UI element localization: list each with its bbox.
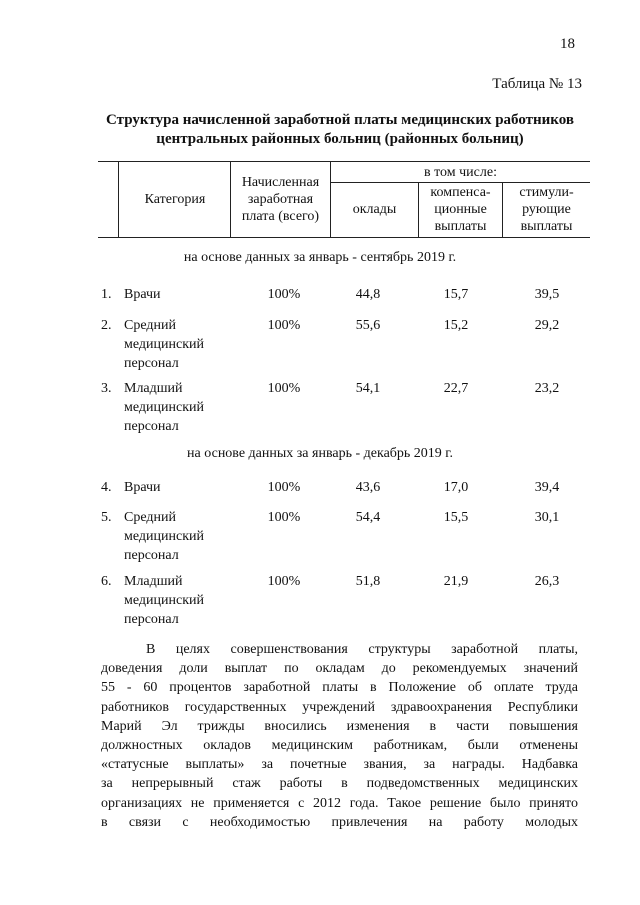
- row-number: 3.: [101, 381, 112, 396]
- paragraph-line: доведения доли выплат по окладам до рекомендуемых значений: [101, 661, 578, 677]
- row-total: 100%: [267, 510, 301, 525]
- row-compensation: 15,5: [443, 510, 469, 525]
- table-title-line: Структура начисленной заработной платы медицинских работников: [106, 112, 574, 128]
- row-category: Младший медицинский персонал: [124, 381, 204, 434]
- row-base-salary: 44,8: [355, 287, 381, 302]
- paragraph-line: в связи с необходимостью привлечения на работу молодых: [101, 814, 578, 830]
- table-title: [90, 111, 590, 149]
- paragraph-line: организациях не применяется с 2012 года. Такое решение было принято: [101, 795, 578, 811]
- header-accrued: Начисленная заработная плата (всего): [241, 175, 320, 224]
- row-total: 100%: [267, 318, 301, 333]
- header-including: в том числе:: [424, 165, 497, 180]
- row-number: 6.: [101, 574, 112, 589]
- row-incentive: 39,5: [534, 287, 560, 302]
- row-category: Врачи: [124, 287, 161, 302]
- row-number: 2.: [101, 318, 112, 333]
- body-paragraph: [101, 640, 578, 832]
- header-base-salary: оклады: [352, 202, 397, 217]
- row-incentive: 39,4: [534, 480, 560, 495]
- row-base-salary: 51,8: [355, 574, 381, 589]
- row-number: 5.: [101, 510, 112, 525]
- row-total: 100%: [267, 381, 301, 396]
- header-incentive: стимули- рующие выплаты: [519, 185, 574, 234]
- row-total: 100%: [267, 574, 301, 589]
- table-label: Таблица № 13: [492, 76, 582, 92]
- row-base-salary: 54,4: [355, 510, 381, 525]
- row-compensation: 15,7: [443, 287, 469, 302]
- row-incentive: 29,2: [534, 318, 560, 333]
- row-number: 1.: [101, 287, 112, 302]
- row-base-salary: 43,6: [355, 480, 381, 495]
- row-category: Младший медицинский персонал: [124, 574, 204, 627]
- row-category: Врачи: [124, 480, 161, 495]
- paragraph-line: В целях совершенствования структуры заработной платы,: [146, 642, 578, 657]
- row-total: 100%: [267, 287, 301, 302]
- section-title: на основе данных за январь - сентябрь 2019 г.: [183, 250, 457, 265]
- row-compensation: 17,0: [443, 480, 469, 495]
- row-incentive: 30,1: [534, 510, 560, 525]
- header-compensation: компенса- ционные выплаты: [430, 185, 491, 234]
- row-base-salary: 55,6: [355, 318, 381, 333]
- row-compensation: 22,7: [443, 381, 469, 396]
- row-incentive: 26,3: [534, 574, 560, 589]
- row-compensation: 21,9: [443, 574, 469, 589]
- row-incentive: 23,2: [534, 381, 560, 396]
- paragraph-line: Марий Эл трижды вносились изменения в части повышения: [101, 718, 578, 734]
- including-divider: [330, 182, 590, 183]
- header-col-divider: [118, 161, 119, 237]
- paragraph-line: «статусные выплаты» за почетные звания, за награды. Надбавка: [101, 757, 578, 773]
- paragraph-line: за непрерывный стаж работы в подведомственных медицинских: [101, 776, 578, 792]
- row-base-salary: 54,1: [355, 381, 381, 396]
- header-top-border: [98, 161, 590, 162]
- paragraph-line: работников государственных учреждений здравоохранения Республики: [101, 699, 578, 715]
- row-category: Средний медицинский персонал: [124, 510, 204, 563]
- row-compensation: 15,2: [443, 318, 469, 333]
- header-bottom-border: [98, 237, 590, 238]
- paragraph-line: должностных окладов медицинским работникам, были отменены: [101, 738, 578, 754]
- row-total: 100%: [267, 480, 301, 495]
- section-title: на основе данных за январь - декабрь 2019 г.: [187, 446, 453, 461]
- row-number: 4.: [101, 480, 112, 495]
- page-number: 18: [560, 36, 575, 52]
- row-category: Средний медицинский персонал: [124, 318, 204, 371]
- header-category: Категория: [144, 192, 206, 207]
- paragraph-line: 55 - 60 процентов заработной платы в Положение об оплате труда: [101, 680, 578, 696]
- table-title-line: центральных районных больниц (районных больниц): [156, 131, 524, 147]
